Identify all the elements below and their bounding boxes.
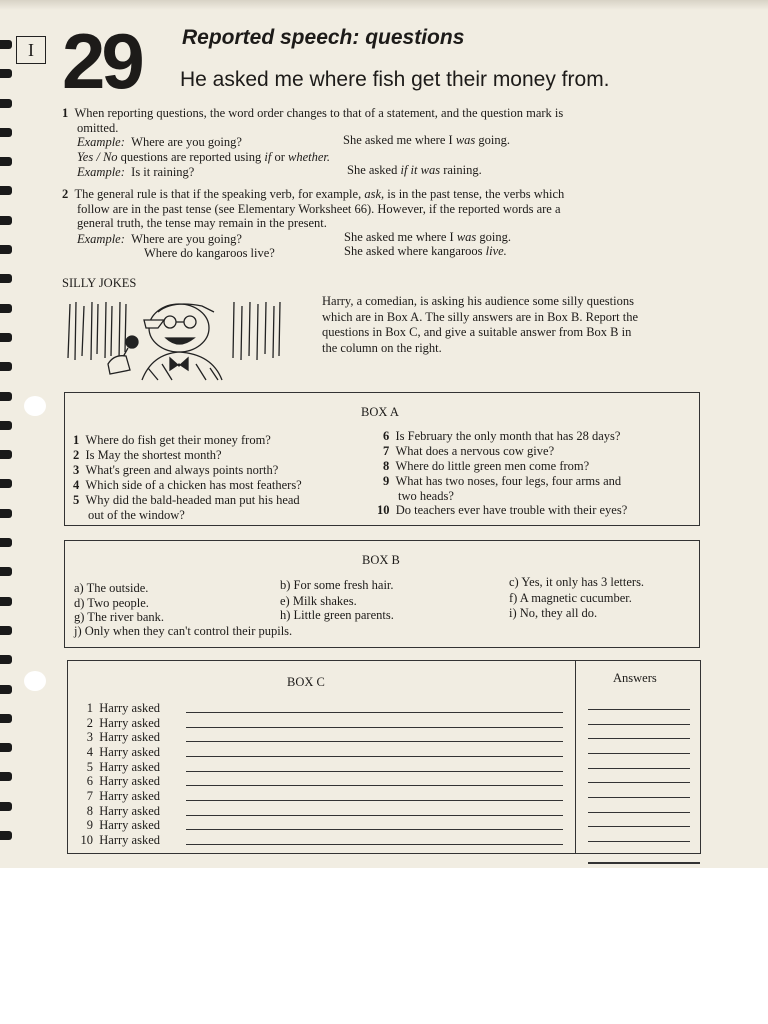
answer-line[interactable] — [588, 768, 690, 769]
row-prompt: Harry asked — [99, 833, 160, 847]
question-text: What's green and always points north? — [85, 463, 279, 477]
write-line[interactable] — [186, 727, 563, 728]
question-number: 8 — [383, 459, 390, 473]
question-text: What does a nervous cow give? — [395, 444, 555, 458]
page-subtitle: He asked me where fish get their money from. — [180, 68, 610, 91]
row-number: 8 — [86, 804, 93, 818]
answers-divider — [575, 661, 576, 853]
question-item — [383, 474, 621, 489]
example-answer-text: She asked — [347, 163, 398, 177]
example-question: Where do kangaroos live? — [144, 246, 275, 260]
write-line[interactable] — [186, 756, 563, 757]
comedian-illustration — [62, 298, 284, 382]
binding-ring-icon — [0, 216, 12, 225]
row-prompt: Harry asked — [99, 730, 160, 744]
question-text: Where do fish get their money from? — [85, 433, 271, 447]
question-item — [383, 429, 621, 444]
question-item — [73, 478, 302, 493]
answer-line[interactable] — [588, 841, 690, 842]
question-text: Why did the bald-headed man put his head — [85, 493, 300, 507]
binding-ring-icon — [0, 245, 12, 254]
answer-line[interactable] — [588, 797, 690, 798]
row-number: 4 — [86, 745, 93, 759]
example-line — [77, 165, 194, 180]
binding-ring-icon — [0, 69, 12, 78]
box-b-title: BOX B — [362, 553, 400, 567]
note-italic: if — [264, 150, 272, 164]
example-label: Example: — [77, 165, 125, 179]
binding-ring-icon — [0, 40, 12, 49]
row-number: 9 — [86, 818, 93, 832]
example-answer-text: raining. — [443, 163, 482, 177]
report-row — [76, 789, 160, 804]
rule-text: follow are in the past tense (see Elementary Worksheet 66). However, if the reported words are a — [77, 202, 561, 216]
punch-hole — [24, 671, 46, 691]
binding-ring-icon — [0, 479, 12, 488]
binding-ring-icon — [0, 567, 12, 576]
example-answer-text: She asked me where I — [343, 133, 453, 147]
yes-no-note — [77, 150, 330, 165]
answer-line[interactable] — [588, 709, 690, 710]
spiral-binding — [0, 40, 18, 860]
binding-ring-icon — [0, 655, 12, 664]
box-a-title: BOX A — [361, 405, 399, 419]
row-prompt: Harry asked — [99, 774, 160, 788]
binding-ring-icon — [0, 626, 12, 635]
binding-ring-icon — [0, 685, 12, 694]
question-item — [73, 433, 302, 448]
write-line[interactable] — [186, 829, 563, 830]
example-answer-text: going. — [478, 133, 510, 147]
question-number: 5 — [73, 493, 80, 507]
answer-option: b) For some fresh hair. — [280, 578, 394, 592]
write-line[interactable] — [186, 741, 563, 742]
binding-ring-icon — [0, 128, 12, 137]
rule-number: 2 — [62, 187, 69, 201]
rule-1 — [62, 106, 563, 121]
example-label: Example: — [77, 135, 125, 149]
example-answer-italic: was — [455, 133, 476, 147]
page-top-edge — [0, 0, 768, 10]
question-item — [383, 444, 621, 459]
row-prompt: Harry asked — [99, 818, 160, 832]
example-answer-italic: if it was — [400, 163, 441, 177]
example-answer — [347, 163, 482, 178]
box-a-right-list — [383, 429, 621, 504]
binding-ring-icon — [0, 304, 12, 313]
report-row — [76, 833, 160, 848]
question-text: Is February the only month that has 28 days? — [395, 429, 621, 443]
example-answer — [344, 244, 507, 259]
question-text: What has two noses, four legs, four arms and — [395, 474, 622, 488]
example-question: Where are you going? — [131, 232, 242, 246]
binding-ring-icon — [0, 831, 12, 840]
example-answer-text: She asked me where I — [344, 230, 454, 244]
answer-line[interactable] — [588, 826, 690, 827]
question-item — [73, 463, 302, 478]
box-c — [67, 660, 701, 854]
instruction-line: questions in Box C, and give a suitable answer from Box B in — [322, 325, 632, 339]
question-item — [377, 503, 627, 518]
example-answer — [343, 133, 510, 148]
binding-ring-icon — [0, 99, 12, 108]
row-number: 1 — [86, 701, 93, 715]
question-text: Is May the shortest month? — [85, 448, 222, 462]
rule-text: The general rule is that if the speaking verb, for example, — [74, 187, 362, 201]
row-prompt: Harry asked — [99, 701, 160, 715]
question-continuation: two heads? — [398, 489, 454, 503]
report-row — [76, 804, 160, 819]
binding-ring-icon — [0, 186, 12, 195]
punch-hole — [24, 396, 46, 416]
binding-ring-icon — [0, 772, 12, 781]
write-line[interactable] — [186, 712, 563, 713]
binding-ring-icon — [0, 274, 12, 283]
question-number: 2 — [73, 448, 80, 462]
example-question: Where are you going? — [131, 135, 242, 149]
report-row — [76, 745, 160, 760]
instruction-line: which are in Box A. The silly answers are in Box B. Report the — [322, 309, 639, 324]
row-number: 10 — [80, 833, 93, 847]
binding-ring-icon — [0, 802, 12, 811]
binding-ring-icon — [0, 714, 12, 723]
binding-ring-icon — [0, 597, 12, 606]
write-line[interactable] — [186, 771, 563, 772]
instruction-line: Harry, a comedian, is asking his audience some silly questions — [322, 294, 634, 308]
binding-ring-icon — [0, 743, 12, 752]
answer-option: i) No, they all do. — [509, 606, 598, 620]
binding-ring-icon — [0, 362, 12, 371]
binding-ring-icon — [0, 509, 12, 518]
answer-option: h) Little green parents. — [280, 608, 394, 622]
answer-option: g) The river bank. — [74, 610, 165, 624]
note-text: or — [274, 150, 285, 164]
answer-line[interactable] — [588, 812, 690, 813]
binding-ring-icon — [0, 333, 12, 342]
rule-text: omitted. — [77, 121, 119, 135]
rule-text: When reporting questions, the word order changes to that of a statement, and the question mark is — [74, 106, 564, 120]
binding-ring-icon — [0, 538, 12, 547]
question-number: 7 — [383, 444, 390, 458]
question-number: 1 — [73, 433, 80, 447]
question-text: Do teachers ever have trouble with their eyes? — [395, 503, 628, 517]
question-number: 4 — [73, 478, 80, 492]
report-row — [76, 774, 160, 789]
write-line[interactable] — [186, 785, 563, 786]
box-a-left-list — [73, 433, 302, 523]
answers-header: Answers — [613, 671, 657, 685]
note-text: questions are reported using — [120, 150, 262, 164]
answer-option: f) A magnetic cucumber. — [509, 591, 632, 605]
question-number: 9 — [383, 474, 390, 488]
row-number: 2 — [86, 716, 93, 730]
row-prompt: Harry asked — [99, 745, 160, 759]
row-number: 7 — [86, 789, 93, 803]
question-text: Which side of a chicken has most feathers? — [85, 478, 302, 492]
row-number: 3 — [86, 730, 93, 744]
answer-line[interactable] — [588, 724, 690, 725]
example-label: Example: — [77, 232, 125, 246]
question-number: 6 — [383, 429, 390, 443]
instruction-line: the column on the right. — [322, 340, 442, 355]
section-heading: SILLY JOKES — [62, 276, 137, 290]
rule-text: general truth, the tense may remain in the present. — [77, 216, 327, 230]
rule-text: is in the past tense, the verbs which — [387, 187, 565, 201]
question-item — [73, 448, 302, 463]
answer-line[interactable] — [588, 753, 690, 754]
write-line[interactable] — [186, 844, 563, 845]
report-row — [76, 818, 160, 833]
row-prompt: Harry asked — [99, 760, 160, 774]
example-question: Is it raining? — [131, 165, 195, 179]
unit-label: I — [16, 36, 46, 64]
jokes-instructions — [322, 294, 638, 356]
rule-number: 1 — [62, 106, 69, 120]
answer-line[interactable] — [588, 782, 690, 783]
report-row — [76, 760, 160, 775]
question-number: 3 — [73, 463, 80, 477]
example-line — [77, 135, 242, 150]
binding-ring-icon — [0, 392, 12, 401]
example-answer-text: going. — [479, 230, 511, 244]
row-number: 6 — [86, 774, 93, 788]
row-prompt: Harry asked — [99, 716, 160, 730]
page-bottom-rule — [588, 862, 700, 864]
answer-option: d) Two people. — [74, 596, 149, 610]
binding-ring-icon — [0, 421, 12, 430]
report-row — [76, 716, 160, 731]
example-answer-italic: was — [456, 230, 477, 244]
rule-italic: ask, — [364, 187, 385, 201]
question-continuation: out of the window? — [88, 508, 185, 522]
write-line[interactable] — [186, 800, 563, 801]
question-text: Where do little green men come from? — [395, 459, 590, 473]
answer-option: j) Only when they can't control their pupils. — [74, 624, 293, 638]
answer-option: a) The outside. — [74, 581, 149, 595]
rule-2 — [62, 187, 564, 202]
example-answer — [344, 230, 511, 245]
row-prompt: Harry asked — [99, 804, 160, 818]
answer-option: e) Milk shakes. — [280, 594, 357, 608]
note-italic: Yes / No — [77, 150, 118, 164]
report-row — [76, 701, 160, 716]
report-row — [76, 730, 160, 745]
binding-ring-icon — [0, 450, 12, 459]
note-italic: whether. — [288, 150, 331, 164]
question-number: 10 — [377, 503, 390, 517]
write-line[interactable] — [186, 815, 563, 816]
row-prompt: Harry asked — [99, 789, 160, 803]
example-answer-text: She asked where kangaroos — [344, 244, 483, 258]
unit-number: 29 — [62, 17, 141, 105]
box-b — [64, 540, 700, 648]
row-number: 5 — [86, 760, 93, 774]
box-c-title: BOX C — [287, 675, 325, 689]
example-line — [77, 232, 242, 247]
answer-option: c) Yes, it only has 3 letters. — [509, 575, 645, 589]
box-a — [64, 392, 700, 526]
question-item — [73, 493, 302, 508]
example-answer-italic: live. — [485, 244, 507, 258]
page-title: Reported speech: questions — [182, 26, 465, 49]
answer-line[interactable] — [588, 738, 690, 739]
binding-ring-icon — [0, 157, 12, 166]
question-item — [383, 459, 621, 474]
